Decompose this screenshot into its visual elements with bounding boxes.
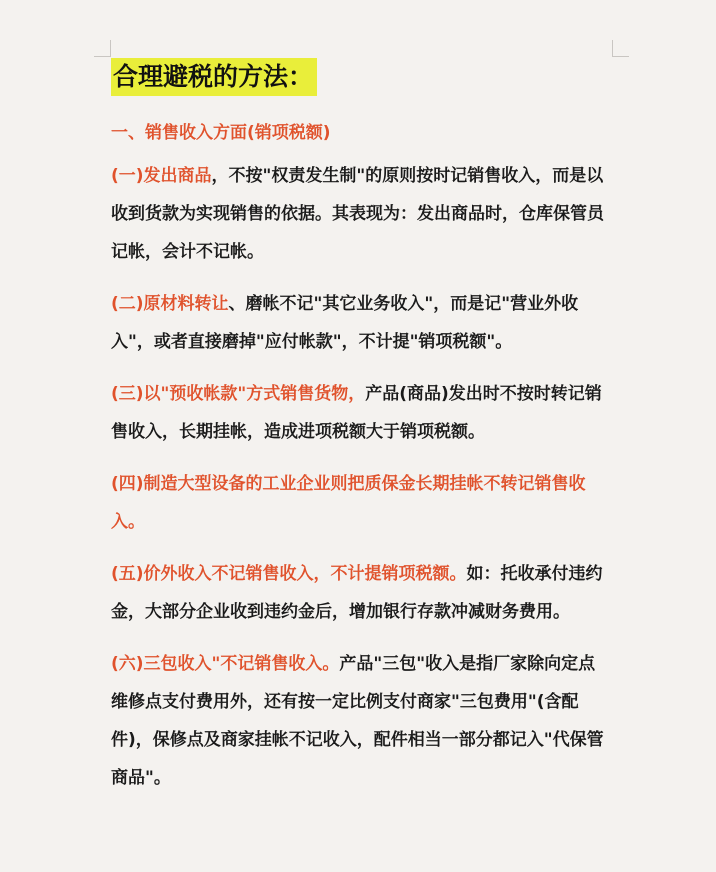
paragraph-lead: (一)发出商品 bbox=[111, 166, 212, 186]
section-heading: 一、销售收入方面(销项税额) bbox=[111, 123, 331, 143]
paragraph-3 bbox=[111, 375, 611, 451]
paragraph-lead: (六)三包收入"不记销售收入。 bbox=[111, 654, 340, 674]
paragraph-body: 、磨帐不记"其它业务收入"，而是记"营业外收入"，或者直接磨掉"应付帐款"，不计提"销项税额"。 bbox=[111, 294, 579, 352]
paragraph-2 bbox=[111, 285, 611, 361]
paragraph-5 bbox=[111, 555, 611, 631]
margin-corner-mark bbox=[94, 40, 111, 57]
paragraph-body: 产品(商品)发出时不按时转记销售收入，长期挂帐，造成进项税额大于销项税额。 bbox=[111, 384, 602, 442]
margin-corner-mark bbox=[612, 40, 629, 57]
paragraph-body: ，不按"权责发生制"的原则按时记销售收入，而是以收到货款为实现销售的依据。其表现为：发出商品时，仓库保管员记帐，会计不记帐。 bbox=[111, 166, 604, 262]
paragraph-body: 产品"三包"收入是指厂家除向定点维修点支付费用外，还有按一定比例支付商家"三包费用"(含配件)，保修点及商家挂帐不记收入，配件相当一部分都记入"代保管商品"。 bbox=[111, 654, 604, 788]
paragraph-lead: (三)以"预收帐款"方式销售货物， bbox=[111, 384, 366, 404]
paragraph-lead: (二)原材料转让 bbox=[111, 294, 229, 314]
paragraph-body: 如：托收承付违约金，大部分企业收到违约金后，增加银行存款冲减财务费用。 bbox=[111, 564, 603, 622]
paragraph-lead: (四)制造大型设备的工业企业则把质保金长期挂帐不转记销售收入。 bbox=[111, 474, 586, 532]
paragraph-6 bbox=[111, 645, 611, 797]
page-title: 合理避税的方法： bbox=[111, 58, 317, 96]
document-body bbox=[111, 58, 611, 797]
paragraph-lead: (五)价外收入不记销售收入，不计提销项税额。 bbox=[111, 564, 467, 584]
paragraph-1 bbox=[111, 157, 611, 271]
paragraph-4 bbox=[111, 465, 611, 541]
